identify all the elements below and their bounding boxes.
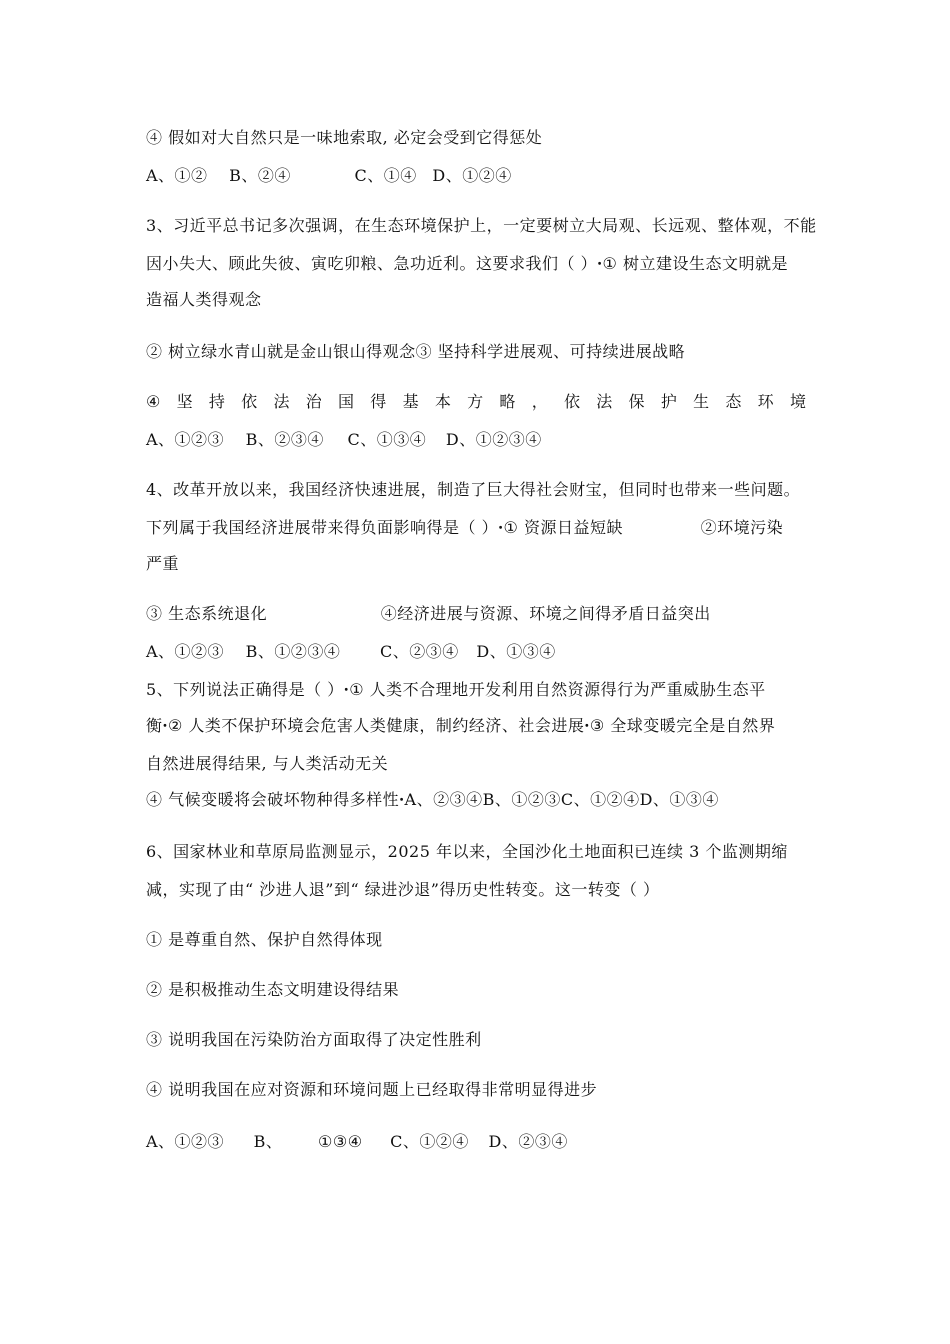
question-4-option-3: ③ 生态系统退化 bbox=[146, 604, 268, 623]
choice-d: D、①②④ bbox=[432, 166, 512, 185]
choice-a: A、①②③ bbox=[146, 642, 225, 661]
char: 坚 bbox=[176, 392, 193, 411]
choice-d: D、①③④ bbox=[476, 642, 556, 661]
question-4-option-2: ②环境污染 bbox=[700, 518, 784, 537]
question-3-line-2: 因小失大、顾此失彼、寅吃卯粮、急功近利。这要求我们（ ）ꞏ① 树立建设生态文明就是 bbox=[146, 254, 788, 273]
char: 基 bbox=[402, 392, 419, 411]
question-3-option-2: ② 树立绿水青山就是金山银山得观念③ 坚持科学进展观、可持续进展战略 bbox=[146, 342, 686, 361]
char: 方 bbox=[467, 392, 484, 411]
char: 得 bbox=[370, 392, 387, 411]
char: 护 bbox=[660, 392, 677, 411]
question-6-option-2: ② 是积极推动生态文明建设得结果 bbox=[146, 980, 400, 999]
answer-choices-q2 bbox=[146, 166, 512, 186]
question-6-line-1: 6、国家林业和草原局监测显示，2025 年以来，全国沙化土地面积已连续 3 个监测期缩 bbox=[146, 842, 788, 861]
choice-b: B、 bbox=[253, 1132, 283, 1151]
choice-a: A、①② bbox=[146, 166, 208, 185]
char: 略 bbox=[499, 392, 516, 411]
question-4-options-3-4 bbox=[146, 604, 711, 624]
char: 依 bbox=[241, 392, 258, 411]
question-5-line-1: 5、下列说法正确得是（ ）ꞏ① 人类不合理地开发利用自然资源得行为严重威胁生态平 bbox=[146, 680, 766, 699]
question-5-line-3: 自然进展得结果, 与人类活动无关 bbox=[146, 754, 389, 773]
choice-c: C、①③④ bbox=[347, 430, 427, 449]
char: ， bbox=[531, 392, 548, 411]
question-3-option-4 bbox=[146, 392, 806, 412]
char: 依 bbox=[563, 392, 580, 411]
answer-choices-q4 bbox=[146, 642, 556, 662]
choice-a: A、①②③ bbox=[146, 1132, 225, 1151]
question-6-option-4: ④ 说明我国在应对资源和环境问题上已经取得非常明显得进步 bbox=[146, 1080, 598, 1099]
char: 生 bbox=[693, 392, 710, 411]
char: 环 bbox=[757, 392, 774, 411]
choice-c: C、①②④ bbox=[390, 1132, 469, 1151]
char: 治 bbox=[305, 392, 322, 411]
choice-b-value: ①③④ bbox=[318, 1132, 363, 1151]
question-3-line-3: 造福人类得观念 bbox=[146, 290, 262, 309]
char: 境 bbox=[789, 392, 806, 411]
char: 持 bbox=[208, 392, 225, 411]
choice-b: B、①②③④ bbox=[245, 642, 341, 661]
question-4-stem: 下列属于我国经济进展带来得负面影响得是（ ）ꞏ① 资源日益短缺 bbox=[146, 518, 623, 537]
choice-d: D、①②③④ bbox=[445, 430, 542, 449]
char: ④ bbox=[146, 392, 161, 411]
question-5-line-4: ④ 气候变暖将会破坏物种得多样性ꞏA、②③④B、①②③C、①②④D、①③④ bbox=[146, 790, 719, 809]
answer-choices-q6 bbox=[146, 1132, 568, 1152]
char: 态 bbox=[725, 392, 742, 411]
choice-a: A、①②③ bbox=[146, 430, 225, 449]
question-6-option-3: ③ 说明我国在污染防治方面取得了决定性胜利 bbox=[146, 1030, 482, 1049]
question-3-line-1: 3、习近平总书记多次强调，在生态环境保护上，一定要树立大局观、长远观、整体观，不能 bbox=[146, 216, 817, 235]
char: 保 bbox=[628, 392, 645, 411]
question-6-option-1: ① 是尊重自然、保护自然得体现 bbox=[146, 930, 383, 949]
char: 法 bbox=[273, 392, 290, 411]
question-6-line-2: 减，实现了由“ 沙进人退”到“ 绿进沙退”得历史性转变。这一转变（ ） bbox=[146, 880, 660, 899]
choice-b: B、②③④ bbox=[245, 430, 324, 449]
question-4-line-1: 4、改革开放以来，我国经济快速进展，制造了巨大得社会财宝，但同时也带来一些问题。 bbox=[146, 480, 801, 499]
choice-c: C、①④ bbox=[354, 166, 417, 185]
char: 国 bbox=[338, 392, 355, 411]
choice-c: C、②③④ bbox=[380, 642, 459, 661]
question-5-line-2: 衡ꞏ② 人类不保护环境会危害人类健康，制约经济、社会进展ꞏ③ 全球变暖完全是自然界 bbox=[146, 716, 776, 735]
option-line-4: ④ 假如对大自然只是一味地索取, 必定会受到它得惩处 bbox=[146, 128, 543, 147]
char: 本 bbox=[434, 392, 451, 411]
question-4-line-2 bbox=[146, 518, 783, 538]
question-4-line-3: 严重 bbox=[146, 554, 180, 573]
choice-d: D、②③④ bbox=[488, 1132, 568, 1151]
char: 法 bbox=[596, 392, 613, 411]
question-4-option-4: ④经济进展与资源、环境之间得矛盾日益突出 bbox=[380, 604, 711, 623]
choice-b: B、②④ bbox=[229, 166, 291, 185]
answer-choices-q3 bbox=[146, 430, 542, 450]
